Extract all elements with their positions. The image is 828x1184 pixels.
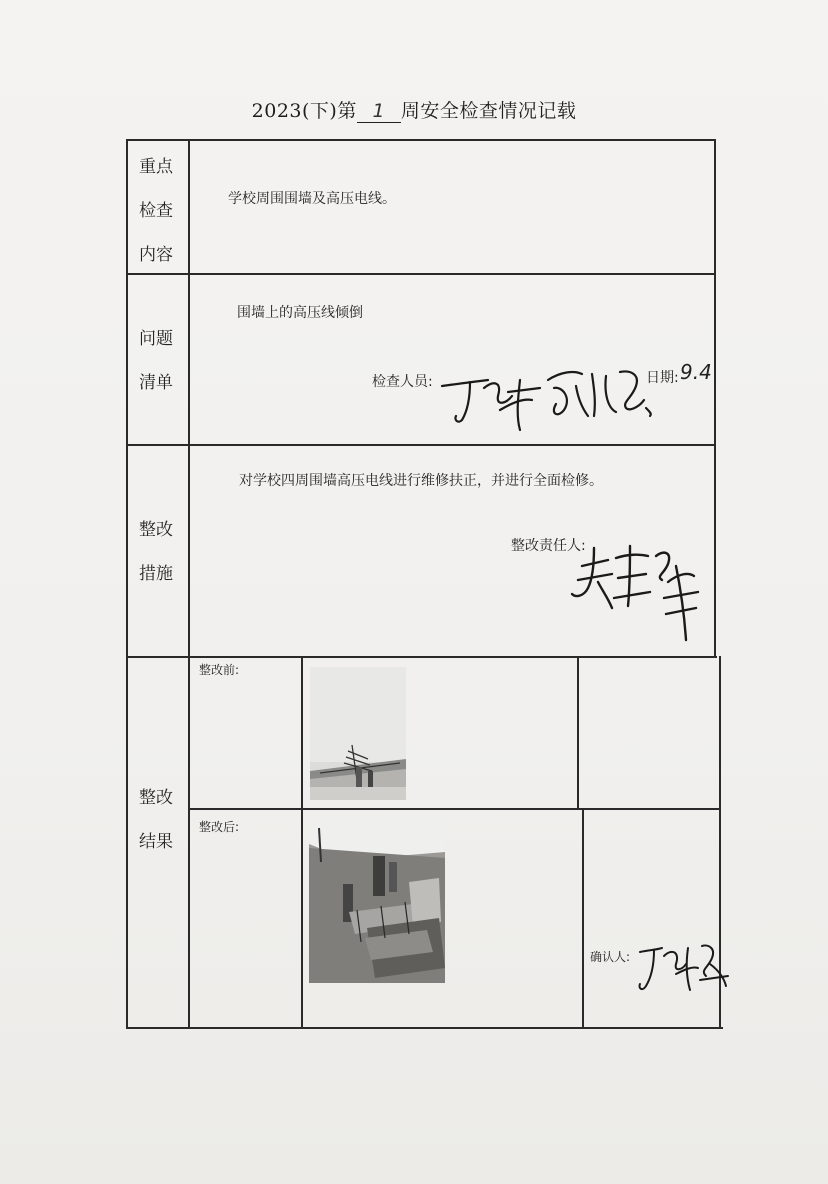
- title-prefix: 2023(下)第: [251, 100, 357, 122]
- date-value: 9.4: [680, 360, 712, 384]
- row3-label-line2: 措施: [139, 564, 173, 584]
- row-divider-2: [126, 444, 715, 446]
- result-photo-divider-top: [577, 656, 579, 809]
- result-photo-divider-bottom: [582, 808, 584, 1028]
- before-label: 整改前:: [199, 663, 240, 677]
- responsible-label: 整改责任人:: [511, 538, 586, 554]
- before-photo: [310, 667, 406, 800]
- inspection-content: 学校周围围墙及高压电线。: [228, 191, 396, 207]
- row-divider-1: [126, 273, 715, 275]
- table-border-top: [126, 139, 715, 141]
- row2-label-line2: 清单: [139, 373, 173, 393]
- row4-label-line1: 整改: [139, 788, 173, 808]
- page-title: [0, 96, 828, 123]
- responsible-signature: [568, 536, 704, 642]
- table-border-right-upper: [714, 139, 716, 657]
- inspector-label: 检查人员:: [372, 374, 433, 390]
- row-divider-3: [126, 656, 717, 658]
- after-label: 整改后:: [199, 820, 240, 834]
- row1-label-line2: 检查: [139, 201, 173, 221]
- result-caption-divider: [301, 656, 303, 1028]
- confirmer-signature: [636, 940, 732, 996]
- table-border-bottom: [126, 1027, 723, 1029]
- confirm-label: 确认人:: [590, 950, 631, 964]
- title-suffix: 周安全检查情况记载: [400, 100, 577, 122]
- rectification-content: 对学校四周围墙高压电线进行维修扶正，并进行全面检修。: [239, 473, 603, 489]
- label-column-divider: [188, 139, 190, 1028]
- row2-label-line1: 问题: [139, 329, 173, 349]
- after-photo: [309, 818, 445, 983]
- week-number: 1: [357, 100, 401, 123]
- inspector-signatures: [436, 358, 662, 436]
- result-divider: [190, 808, 720, 810]
- row1-label-line1: 重点: [139, 157, 173, 177]
- row3-label-line1: 整改: [139, 520, 173, 540]
- row1-label-line3: 内容: [139, 245, 173, 265]
- row4-label-line2: 结果: [139, 832, 173, 852]
- date-label: 日期:: [646, 370, 679, 386]
- issue-content: 围墙上的高压线倾倒: [237, 305, 363, 321]
